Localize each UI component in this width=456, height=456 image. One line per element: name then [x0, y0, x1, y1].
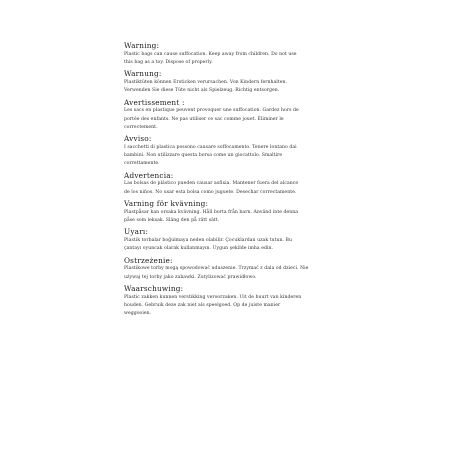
warning-text-line: Plastic bags can cause suffocation. Keep away from children. Do not use: [124, 51, 297, 57]
warning-text-line: correttamente.: [124, 161, 160, 167]
warning-heading: Uyarı:: [124, 227, 149, 237]
warning-heading: Advertencia:: [124, 170, 174, 180]
warning-section-fr: [124, 98, 356, 135]
warning-text-line: bambini. Non utilizzare questa borsa come un giocattolo. Smaltire: [124, 153, 283, 159]
warning-heading: Warnung:: [124, 69, 162, 79]
warning-text-line: correctement.: [124, 124, 158, 130]
warning-section-sv: [124, 199, 356, 227]
warning-heading: Varning för kvävning:: [124, 199, 209, 209]
warning-text-line: Plastikowe torby mogą spowodować uduszenie. Trzymać z dala od dzieci. Nie: [124, 266, 309, 272]
warning-heading: Warning:: [124, 41, 160, 50]
warning-text-line: de los niños. No usar esta bolsa como juguete. Desechar correctamente.: [124, 189, 297, 195]
warning-text-line: Las bolsas de plástico pueden causar asfixia. Mantener fuera del alcance: [124, 181, 299, 187]
warning-text-line: çantayı oyuncak olarak kullanmayın. Uygun şekilde imha edin.: [124, 246, 274, 252]
warning-heading: Avertissement :: [124, 97, 185, 107]
warning-text-line: używaj tej torby jako zabawki. Zutylizować prawidłowo.: [124, 274, 257, 280]
warning-text-line: Plastic zakken kunnen verstikking veroorzaken. Uit de buurt van kinderen: [124, 294, 302, 300]
warning-text-line: I sacchetti di plastica possono causare soffocamento. Tenere lontano dai: [124, 144, 297, 150]
warning-section-tr: [124, 227, 356, 255]
warning-heading: Avviso:: [124, 134, 152, 144]
warning-text-line: Les sacs en plastique peuvent provoquer une suffocation. Gardez hors de: [124, 108, 299, 114]
warning-section-es: [124, 171, 356, 199]
warning-text-line: houden. Gebruik deze zak niet als speelgoed. Op de juiste manier: [124, 302, 281, 308]
warning-text-line: Plastiktüten können Ersticken verursachen. Von Kindern fernhalten.: [124, 80, 287, 85]
warning-section-de: [124, 69, 356, 97]
warning-text-line: Verwenden Sie diese Tüte nicht als Spielzeug. Richtig entsorgen.: [124, 88, 280, 94]
warning-section-it: [124, 134, 356, 171]
warning-label-sheet: [124, 41, 356, 321]
warning-section-pl: [124, 256, 356, 284]
warning-heading: Ostrzeżenie:: [124, 255, 173, 265]
warning-section-en: [124, 41, 356, 69]
warning-text-line: portée des enfants. Ne pas utiliser ce sac comme jouet. Éliminer le: [124, 116, 284, 122]
warning-text-line: this bag as a toy. Dispose of properly.: [124, 60, 213, 65]
warning-heading: Waarschuwing:: [124, 283, 184, 293]
warning-text-line: weggooien.: [124, 311, 152, 317]
warning-text-line: Plastik torbalar boğulmaya neden olabilir. Çocuklardan uzak tutun. Bu: [124, 238, 292, 244]
warning-sections: [124, 41, 356, 321]
warning-text-line: påse som leksak. Släng den på rätt sätt.: [124, 218, 220, 224]
warning-text-line: Plastpåsar kan orsaka kvävning. Håll borta från barn. Använd inte denna: [124, 209, 299, 215]
warning-section-nl: [124, 284, 356, 321]
